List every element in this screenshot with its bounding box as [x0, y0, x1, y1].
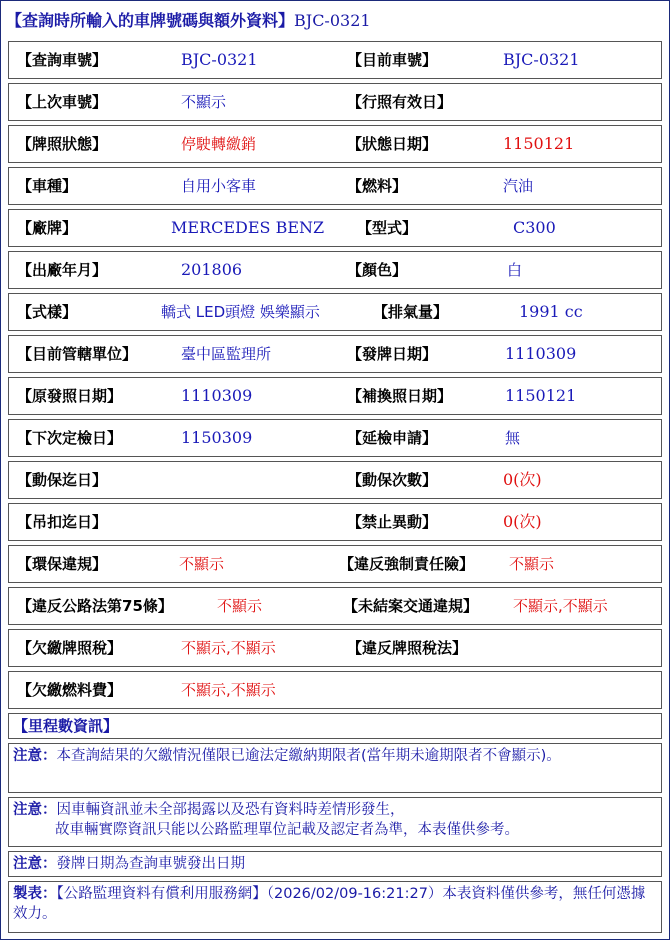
- field-value: 1150121: [505, 386, 577, 405]
- field-label: 【補換照日期】: [347, 387, 453, 405]
- footer-text: 【公路監理資料有償利用服務網】（2026/02/09-16:21:27）本表資料僅供參考，無任何憑據效力。: [13, 886, 646, 922]
- table-row: [8, 209, 662, 247]
- field-value: 停駛轉繳銷: [181, 135, 257, 153]
- field-value: 1150121: [503, 134, 575, 153]
- field-value: 不顯示,不顯示: [181, 639, 276, 657]
- field-label: 【狀態日期】: [347, 135, 438, 153]
- field-value: 1110309: [505, 344, 577, 363]
- field-label: 【違反牌照稅法】: [347, 639, 468, 657]
- field-label: 【原發照日期】: [17, 387, 123, 405]
- field-label: 【動保迄日】: [17, 471, 108, 489]
- table-row: [8, 461, 662, 499]
- table-row: [8, 293, 662, 331]
- report-title-label: 【查詢時所輸入的車牌號碼與額外資料】: [6, 11, 295, 30]
- field-value: 1991 cc: [519, 302, 583, 321]
- field-label: 【延檢申請】: [347, 429, 438, 447]
- mileage-section-header: [8, 713, 662, 739]
- report-footer: [8, 881, 662, 933]
- field-label: 【式樣】: [17, 303, 78, 321]
- field-label: 【行照有效日】: [347, 93, 453, 111]
- field-label: 【車種】: [17, 177, 78, 195]
- table-row: [8, 335, 662, 373]
- field-value: 臺中區監理所: [181, 345, 272, 363]
- field-value: C300: [513, 218, 556, 237]
- report-title-plate: BJC-0321: [294, 11, 371, 30]
- field-value: MERCEDES BENZ: [171, 218, 325, 237]
- table-row: [8, 125, 662, 163]
- field-label: 【排氣量】: [373, 303, 449, 321]
- field-label: 【發牌日期】: [347, 345, 438, 363]
- table-row: [8, 503, 662, 541]
- field-value: 不顯示,不顯示: [513, 597, 608, 615]
- field-label: 【出廠年月】: [17, 261, 108, 279]
- field-label: 【顏色】: [347, 261, 408, 279]
- table-row: [8, 167, 662, 205]
- table-row: [8, 671, 662, 709]
- field-value: 201806: [181, 260, 243, 279]
- table-row: [8, 251, 662, 289]
- field-label: 【動保次數】: [347, 471, 438, 489]
- table-row: [8, 545, 662, 583]
- field-label: 【禁止異動】: [347, 513, 438, 531]
- field-label: 【未結案交通違規】: [343, 597, 479, 615]
- field-value: 自用小客車: [181, 177, 257, 195]
- notice-text: 本查詢結果的欠繳情況僅限已逾法定繳納期限者(當年期未逾期限者不會顯示)。: [56, 748, 561, 764]
- notice-prefix: 注意：: [13, 748, 57, 764]
- field-value: 汽油: [503, 177, 534, 195]
- field-label: 【牌照狀態】: [17, 135, 108, 153]
- table-row: [8, 377, 662, 415]
- field-value: 不顯示,不顯示: [181, 681, 276, 699]
- field-label: 【欠繳牌照稅】: [17, 639, 123, 657]
- notice-text-line2: 故車輛實際資訊只能以公路監理單位記載及認定者為準，本表僅供參考。: [55, 822, 519, 838]
- notice-1: [8, 743, 662, 793]
- table-row: [8, 83, 662, 121]
- field-value: BJC-0321: [503, 50, 580, 69]
- field-label: 【查詢車號】: [17, 51, 108, 69]
- field-label: 【目前車號】: [347, 51, 438, 69]
- field-value: 0(次): [503, 512, 542, 531]
- notice-text: 因車輛資訊並未全部揭露以及恐有資料時差情形發生，: [56, 802, 405, 818]
- field-value: 無: [505, 429, 521, 447]
- footer-prefix: 製表：: [13, 886, 57, 902]
- field-value: 不顯示: [509, 555, 555, 573]
- notice-prefix: 注意：: [13, 856, 57, 872]
- field-label: 【下次定檢日】: [17, 429, 123, 447]
- notice-prefix: 注意：: [13, 802, 57, 818]
- field-value: 不顯示: [179, 555, 225, 573]
- field-value: 不顯示: [181, 93, 227, 111]
- field-label: 【燃料】: [347, 177, 408, 195]
- table-row: [8, 587, 662, 625]
- field-value: 1150309: [181, 428, 253, 447]
- field-value: 0(次): [503, 470, 542, 489]
- field-value: 1110309: [181, 386, 253, 405]
- field-label: 【上次車號】: [17, 93, 108, 111]
- table-row: [8, 629, 662, 667]
- field-value: 白: [507, 261, 523, 279]
- table-row: [8, 419, 662, 457]
- field-value: 不顯示: [217, 597, 263, 615]
- field-label: 【違反強制責任險】: [339, 555, 475, 573]
- field-value: BJC-0321: [181, 50, 258, 69]
- field-label: 【型式】: [357, 219, 418, 237]
- field-label: 【吊扣迄日】: [17, 513, 108, 531]
- field-value: 轎式 LED頭燈 娛樂顯示: [161, 303, 320, 321]
- mileage-header-label: 【里程數資訊】: [13, 717, 119, 735]
- table-row: [8, 41, 662, 79]
- notice-text: 發牌日期為查詢車號發出日期: [56, 856, 245, 872]
- field-label: 【欠繳燃料費】: [17, 681, 123, 699]
- field-label: 【目前管轄單位】: [17, 345, 138, 363]
- notice-3: [8, 851, 662, 877]
- field-label: 【環保違規】: [17, 555, 108, 573]
- report-title: [6, 6, 664, 36]
- field-label: 【廠牌】: [17, 219, 78, 237]
- notice-2: [8, 797, 662, 847]
- field-label: 【違反公路法第75條】: [17, 597, 173, 615]
